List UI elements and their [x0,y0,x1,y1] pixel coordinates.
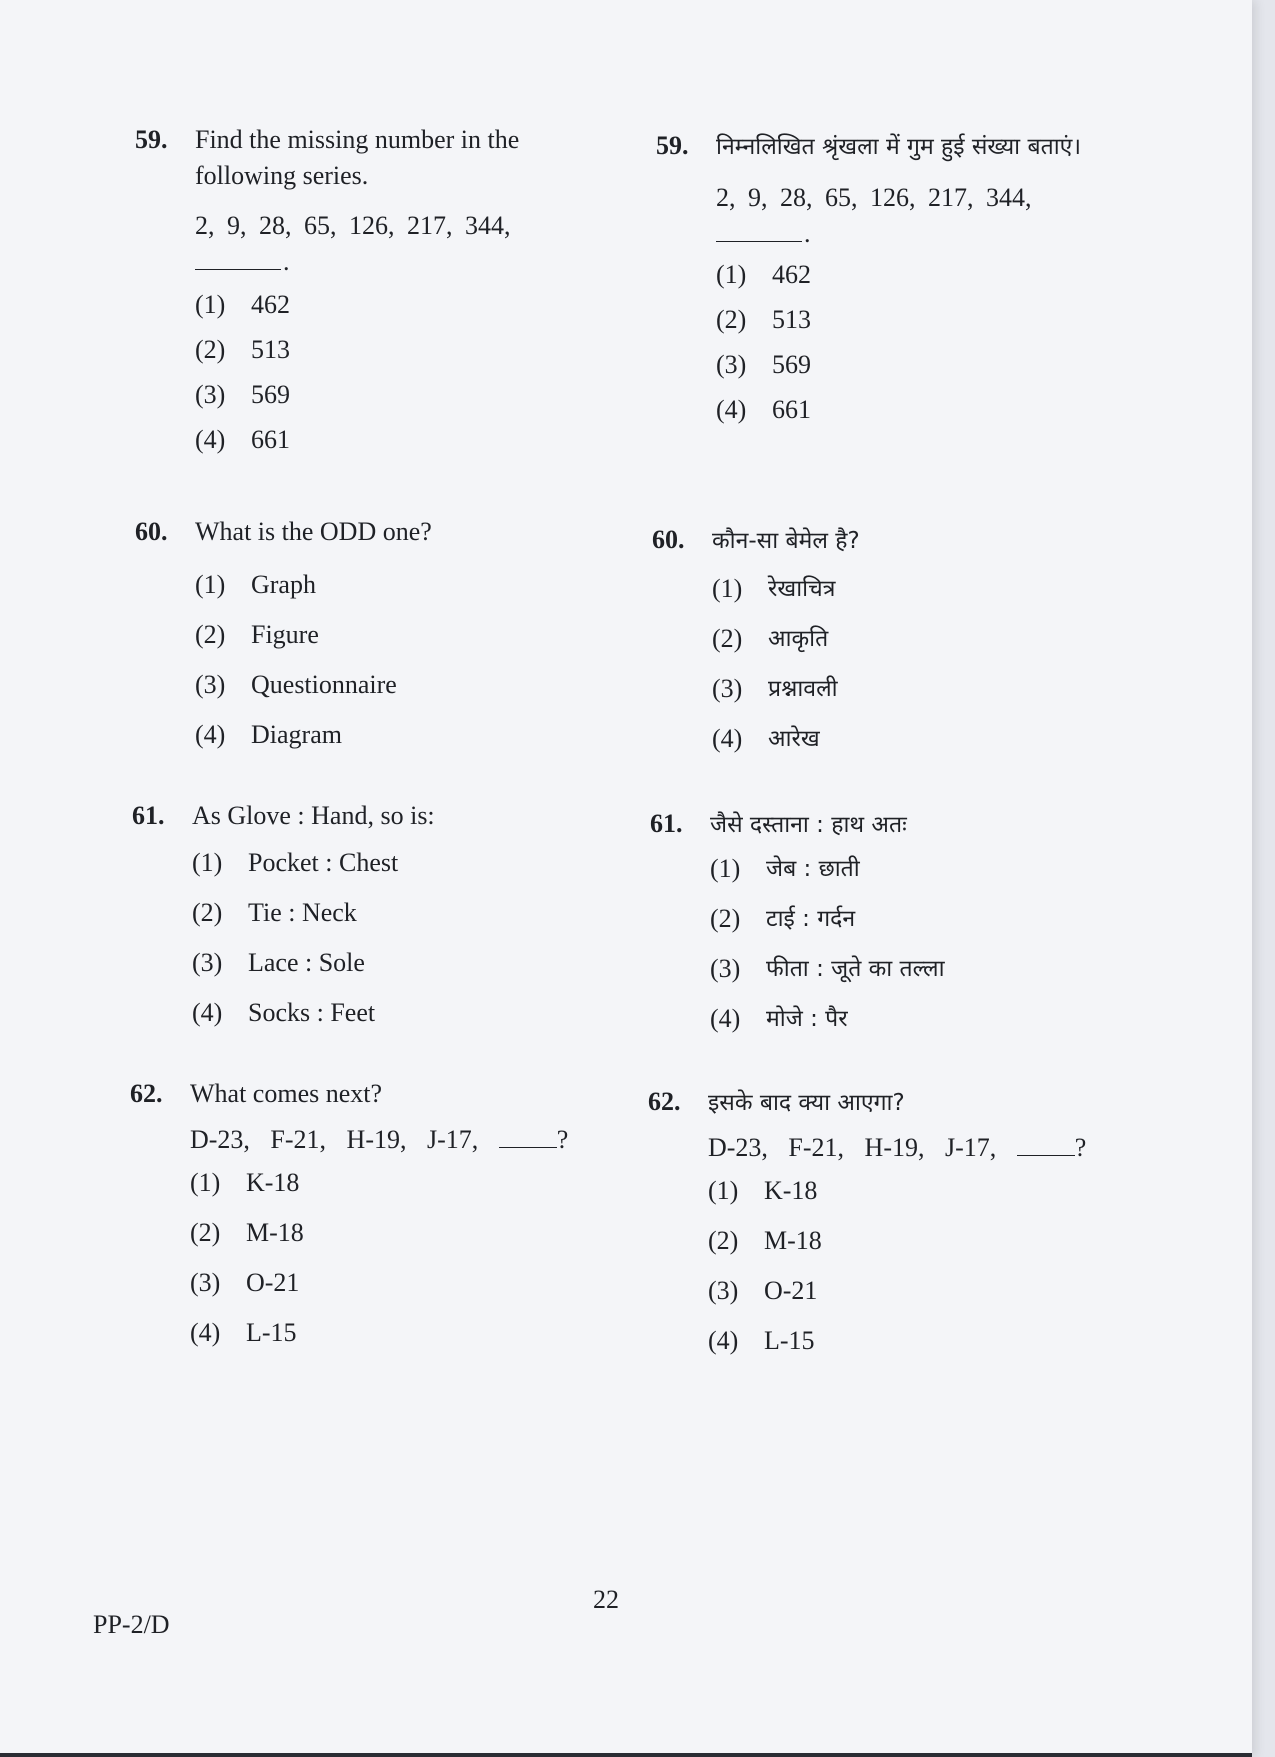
option-1 [710,844,1210,894]
option-1 [712,564,1212,614]
option-number: (2) [190,1218,221,1247]
option-4 [716,387,1216,432]
question-61-hi [650,806,1210,1044]
option-4 [190,1308,690,1358]
answer-blank [499,1147,557,1148]
option-number: (4) [712,724,743,753]
series-end: . [804,219,811,248]
option-text: आकृति [768,626,829,652]
option-number: (2) [710,904,741,933]
option-text: Socks : Feet [248,998,376,1027]
question-number: 60. [135,517,168,546]
options-list [190,1158,690,1358]
question-number: 61. [132,801,165,830]
option-4 [712,714,1212,764]
option-text: Lace : Sole [248,948,365,977]
options-list [712,564,1212,764]
option-text: 569 [772,349,811,379]
option-text: प्रश्नावली [768,676,838,702]
option-number: (1) [195,570,226,599]
question-number: 59. [656,131,689,160]
option-text: L-15 [246,1318,297,1347]
option-number: (3) [710,954,741,983]
option-text: टाई : गर्दन [766,906,856,932]
option-1 [195,282,695,327]
option-2 [710,894,1210,944]
option-3 [192,938,692,988]
options-list [716,252,1216,432]
option-number: (4) [708,1326,739,1355]
question-60-en [135,514,695,760]
question-number: 62. [648,1087,681,1116]
series-values: D-23, F-21, H-19, J-17, [708,1133,997,1162]
option-text: Pocket : Chest [248,848,399,877]
page-number: 22 [593,1585,619,1614]
option-2 [708,1216,1208,1266]
question-61-en [132,798,692,1038]
letter-number-series [708,1130,1208,1166]
question-59-en [135,122,695,462]
answer-blank [195,269,281,270]
option-number: (2) [192,898,223,927]
option-text: 661 [251,424,290,454]
option-3 [710,944,1210,994]
option-number: (4) [716,394,747,424]
option-4 [195,710,695,760]
option-text: Diagram [251,720,342,749]
option-number: (3) [195,379,226,409]
option-number: (1) [712,574,743,603]
option-number: (2) [195,334,226,364]
option-number: (3) [192,948,223,977]
option-3 [195,372,695,417]
option-number: (3) [195,670,226,699]
question-number: 59. [135,125,168,154]
option-number: (2) [716,304,747,334]
option-1 [716,252,1216,297]
option-text: O-21 [764,1276,818,1305]
option-number: (2) [708,1226,739,1255]
number-series [195,208,695,280]
option-text: जेब : छाती [766,856,860,882]
option-4 [708,1316,1208,1366]
option-3 [712,664,1212,714]
option-1 [192,838,692,888]
option-text: 569 [251,379,290,409]
option-text: रेखाचित्र [768,576,836,602]
option-text: मोजे : पैर [766,1006,848,1032]
question-number: 61. [650,809,683,838]
series-values: 2, 9, 28, 65, 126, 217, 344, [716,183,1032,212]
options-list [710,844,1210,1044]
option-text: 661 [772,394,811,424]
option-2 [192,888,692,938]
question-number: 62. [130,1079,163,1108]
question-text: कौन-सा बेमेल है? [712,528,860,554]
number-series [716,180,1216,252]
option-number: (3) [712,674,743,703]
option-2 [712,614,1212,664]
option-3 [195,660,695,710]
option-number: (1) [190,1168,221,1197]
option-number: (4) [195,720,226,749]
answer-blank [1017,1155,1075,1156]
option-4 [195,417,695,462]
option-3 [708,1266,1208,1316]
option-number: (1) [710,854,741,883]
options-list [195,560,695,760]
option-text: 513 [251,334,290,364]
option-text: Graph [251,570,316,599]
option-text: Questionnaire [251,670,397,699]
option-text: K-18 [764,1176,818,1205]
option-1 [708,1166,1208,1216]
option-number: (2) [195,620,226,649]
series-end: ? [1074,1133,1087,1162]
option-2 [195,327,695,372]
series-end: ? [556,1125,569,1154]
option-number: (1) [716,259,747,289]
option-text: आरेख [768,726,820,752]
option-text: 462 [772,259,811,289]
answer-blank [716,241,802,242]
question-text: इसके बाद क्या आएगा? [708,1090,905,1116]
option-text: K-18 [246,1168,300,1197]
question-62-en [130,1076,690,1358]
question-text: जैसे दस्ताना : हाथ अतः [710,812,907,838]
question-text: What comes next? [190,1079,383,1108]
option-1 [195,560,695,610]
option-number: (1) [708,1176,739,1205]
option-text: M-18 [764,1226,822,1255]
question-number: 60. [652,525,685,554]
option-number: (2) [712,624,743,653]
option-number: (3) [716,349,747,379]
option-3 [190,1258,690,1308]
options-list [195,282,695,462]
option-text: 462 [251,289,290,319]
question-59-hi [656,128,1216,432]
option-number: (3) [190,1268,221,1297]
option-text: Figure [251,620,319,649]
option-number: (4) [195,424,226,454]
series-values: D-23, F-21, H-19, J-17, [190,1125,479,1154]
option-2 [716,297,1216,342]
option-text: L-15 [764,1326,815,1355]
option-1 [190,1158,690,1208]
option-number: (3) [708,1276,739,1305]
option-text: M-18 [246,1218,304,1247]
question-text: What is the ODD one? [195,517,432,546]
option-text: फीता : जूते का तल्ला [766,956,945,982]
option-3 [716,342,1216,387]
option-4 [710,994,1210,1044]
options-list [708,1166,1208,1366]
option-4 [192,988,692,1038]
option-text: O-21 [246,1268,300,1297]
paper-code: PP-2/D [93,1610,170,1639]
question-60-hi [652,522,1212,764]
option-text: 513 [772,304,811,334]
question-text: Find the missing number in the following series. [195,125,520,190]
option-2 [190,1208,690,1258]
question-text: निम्नलिखित श्रृंखला में गुम हुई संख्या बताएं। [716,134,1082,160]
option-2 [195,610,695,660]
series-values: 2, 9, 28, 65, 126, 217, 344, [195,211,511,240]
letter-number-series [190,1122,690,1158]
option-number: (4) [192,998,223,1027]
series-end: . [283,247,290,276]
option-number: (4) [710,1004,741,1033]
question-text: As Glove : Hand, so is: [192,801,435,830]
option-number: (4) [190,1318,221,1347]
question-62-hi [648,1084,1208,1366]
option-text: Tie : Neck [248,898,357,927]
option-number: (1) [192,848,223,877]
options-list [192,838,692,1038]
option-number: (1) [195,289,226,319]
